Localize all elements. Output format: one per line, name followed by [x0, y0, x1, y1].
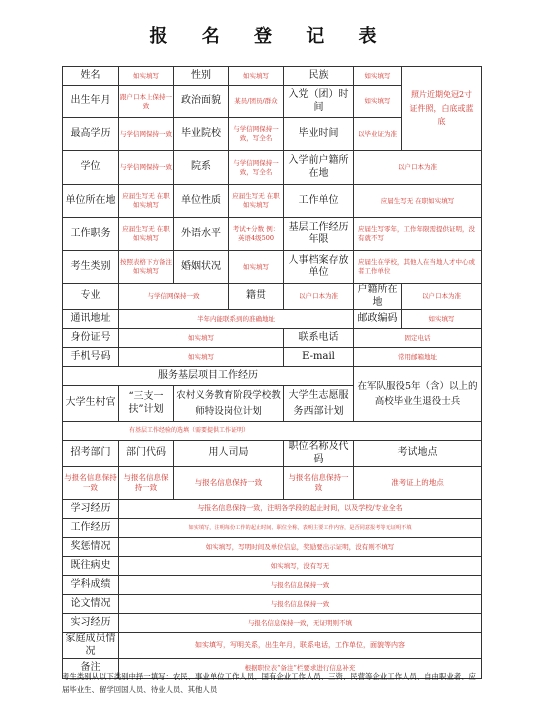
value-remark[interactable]: 根据职位表“备注”栏要求进行信息补充	[119, 659, 482, 679]
label-id: 身份证号	[63, 329, 119, 348]
value-candidate-type[interactable]: 按照表格下方备注如实填写	[119, 251, 174, 284]
label-native: 籍贯	[229, 284, 284, 310]
value-name[interactable]: 如实填写	[119, 67, 174, 86]
value-employer[interactable]: 与报名信息保持一致	[174, 467, 284, 500]
label-hukou-before: 入学前户籍所在地	[284, 151, 354, 185]
service-note: 有基层工作经验的选填（需要提供工作证明）	[63, 422, 482, 441]
label-ethnic: 民族	[284, 67, 354, 86]
registration-form-table	[62, 66, 482, 679]
label-internship: 实习经历	[63, 614, 119, 633]
value-politics[interactable]: 某员/团员/群众	[229, 86, 284, 118]
page-title: 报 名 登 记 表	[149, 26, 391, 47]
label-phone: 联系电话	[284, 329, 354, 348]
value-address[interactable]: 半年内能联系到的准确地址	[119, 310, 354, 329]
label-hukou: 户籍所在地	[354, 284, 402, 310]
label-work: 工作经历	[63, 519, 119, 538]
value-internship[interactable]: 与报名信息保持一致，无证明则不填	[119, 614, 482, 633]
label-apply-dept: 招考部门	[63, 441, 119, 467]
value-reward[interactable]: 如实填写，写明时间及单位信息，奖励要出示证明，没有则不填写	[119, 538, 482, 557]
service-title: 服务基层项目工作经历	[63, 367, 354, 386]
label-education: 最高学历	[63, 118, 119, 151]
value-school[interactable]: 与学信网保持一致，写全名	[229, 118, 284, 151]
value-phone[interactable]: 固定电话	[354, 329, 482, 348]
service-three-support[interactable]: “三支一扶”计划	[119, 386, 174, 422]
value-hukou-before[interactable]: 以户口本为准	[354, 151, 482, 185]
value-dept-code[interactable]: 与报名信息保持一致	[119, 467, 174, 500]
value-gender[interactable]: 如实填写	[229, 67, 284, 86]
service-rural-teacher[interactable]: 农村义务教育阶段学校教师特设岗位计划	[174, 386, 284, 422]
label-grad-time: 毕业时间	[284, 118, 354, 151]
label-thesis: 论文情况	[63, 595, 119, 614]
veteran-cell[interactable]: 在军队服役5年（含）以上的高校毕业生退役士兵	[354, 367, 482, 422]
label-name: 姓名	[63, 67, 119, 86]
service-western-volunteer[interactable]: 大学生志愿服务西部计划	[284, 386, 354, 422]
label-scores: 学科成绩	[63, 576, 119, 595]
label-job: 工作职务	[63, 218, 119, 251]
value-education[interactable]: 与学信网保持一致	[119, 118, 174, 151]
label-email: E-mail	[284, 348, 354, 367]
label-work-years: 基层工作经历年限	[284, 218, 354, 251]
value-id[interactable]: 如实填写	[119, 329, 284, 348]
label-birth: 出生年月	[63, 86, 119, 118]
label-dept-code: 部门代码	[119, 441, 174, 467]
value-thesis[interactable]: 与报名信息保持一致	[119, 595, 482, 614]
label-degree: 学位	[63, 151, 119, 185]
label-position: 职位名称及代码	[284, 441, 354, 467]
label-reward: 奖惩情况	[63, 538, 119, 557]
footnote: 考生类别从以下类别中择一填写：农民、事业单位工作人员、国有企业工作人员、三资、民营等企业工作人员、自由职业者、应届毕业生、留学回国人员、待业人员、其他人员	[62, 672, 476, 694]
value-marital[interactable]: 如实填写	[229, 251, 284, 284]
label-language: 外语水平	[174, 218, 229, 251]
label-politics: 政治面貌	[174, 86, 229, 118]
value-venue[interactable]: 准考证上的地点	[354, 467, 482, 500]
value-unit-type[interactable]: 应届生写无 在职如实填写	[229, 185, 284, 218]
value-language[interactable]: 考试+分数 例：英语4级500	[229, 218, 284, 251]
label-mobile: 手机号码	[63, 348, 119, 367]
label-marital: 婚姻状况	[174, 251, 229, 284]
label-employer: 用人司局	[174, 441, 284, 467]
label-department: 院系	[174, 151, 229, 185]
label-school: 毕业院校	[174, 118, 229, 151]
value-department[interactable]: 与学信网保持一致，写全名	[229, 151, 284, 185]
label-candidate-type: 考生类别	[63, 251, 119, 284]
value-unit-location[interactable]: 应届生写无 在职如实填写	[119, 185, 174, 218]
value-birth[interactable]: 跟户口本上保持一致	[119, 86, 174, 118]
value-email[interactable]: 常用邮箱地址	[354, 348, 482, 367]
label-family: 家庭成员情况	[63, 633, 119, 659]
label-work-unit: 工作单位	[284, 185, 354, 218]
value-degree[interactable]: 与学信网保持一致	[119, 151, 174, 185]
value-work-unit[interactable]: 应届生写无 在职如实填写	[354, 185, 482, 218]
value-archive[interactable]: 应届生在学校，其他人在当地人才中心或者工作单位	[354, 251, 482, 284]
value-party-time[interactable]: 如实填写	[354, 86, 402, 118]
label-archive: 人事档案存放单位	[284, 251, 354, 284]
value-work-years[interactable]: 应届生写零年，工作年限需提供证明，没有就不写	[354, 218, 482, 251]
value-job[interactable]: 应届生写无 在职如实填写	[119, 218, 174, 251]
photo-cell[interactable]: 照片近期免冠2寸证件照，白底或蓝底	[402, 67, 482, 151]
label-unit-type: 单位性质	[174, 185, 229, 218]
value-mobile[interactable]: 如实填写	[119, 348, 284, 367]
value-apply-dept[interactable]: 与报名信息保持一致	[63, 467, 119, 500]
label-address: 通讯地址	[63, 310, 119, 329]
value-ethnic[interactable]: 如实填写	[354, 67, 402, 86]
label-study: 学习经历	[63, 500, 119, 519]
service-village-official[interactable]: 大学生村官	[63, 386, 119, 422]
label-illness: 既往病史	[63, 557, 119, 576]
value-work[interactable]: 如实填写，注明每份工作的起止时间、职位全称，表明主要工作内容，是否同意报考等无证明不填	[119, 519, 482, 538]
label-remark: 备注	[63, 659, 119, 679]
label-unit-location: 单位所在地	[63, 185, 119, 218]
label-gender: 性别	[174, 67, 229, 86]
value-study[interactable]: 与报名信息保持一致，注明各学段的起止时间，以及学校/专业全名	[119, 500, 482, 519]
value-major[interactable]: 与学信网保持一致	[119, 284, 229, 310]
label-party-time: 入党（团）时间	[284, 86, 354, 118]
value-illness[interactable]: 如实填写，没有写无	[119, 557, 482, 576]
value-zip[interactable]: 如实填写	[402, 310, 482, 329]
value-family[interactable]: 如实填写，写明关系，出生年月，联系电话，工作单位，面貌等内容	[119, 633, 482, 659]
value-grad-time[interactable]: 以毕业证为准	[354, 118, 402, 151]
value-scores[interactable]: 与报名信息保持一致	[119, 576, 482, 595]
label-venue: 考试地点	[354, 441, 482, 467]
label-zip: 邮政编码	[354, 310, 402, 329]
value-position[interactable]: 与报名信息保持一致	[284, 467, 354, 500]
label-major: 专业	[63, 284, 119, 310]
value-hukou[interactable]: 以户口本为准	[402, 284, 482, 310]
value-native[interactable]: 以户口本为准	[284, 284, 354, 310]
